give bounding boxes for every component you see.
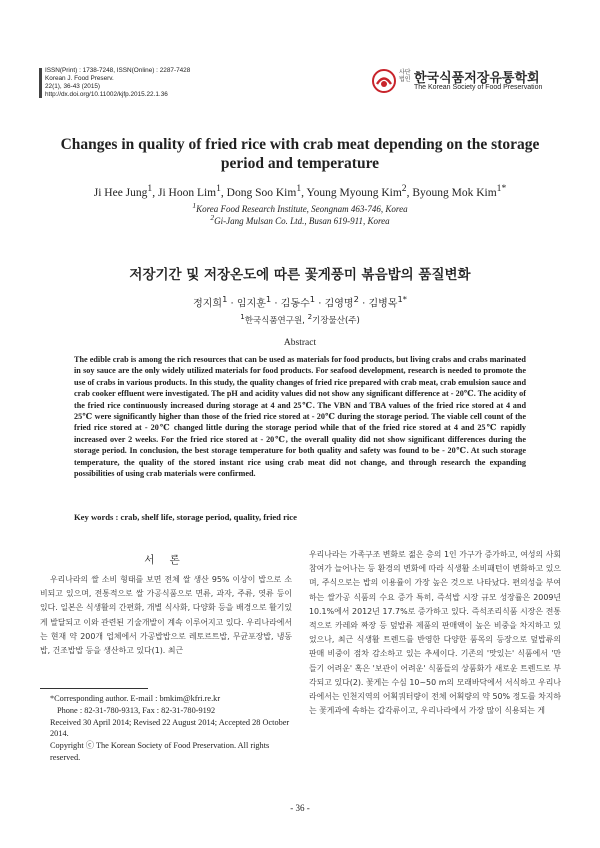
journal-meta xyxy=(45,67,190,99)
keywords-text: crab, shelf life, storage period, quality, fried rice xyxy=(120,512,297,522)
korean-affiliation-sup: 2 xyxy=(307,312,313,321)
abstract-heading: Abstract xyxy=(283,338,317,348)
author-sup: 1 xyxy=(147,183,153,194)
affiliation-sup: 2 xyxy=(210,213,215,222)
body-left-column: 우리나라의 쌀 소비 형태를 보면 전체 쌀 생산 95% 이상이 밥으로 소비되고 있으며, 전통적으로 쌀 가공식품으로 면류, 과자, 주류, 엿류 등이 있다. 일본은 식생활의 간편화, 개별 식사화, 다양화 등을 배경으로 활기있게 발달되고 이와 관련된 기술개발이 계속 이루어지고 있다. 우리나라에서는 현재 약 200개 업체에서 가공밥밥으로 레토르트밥, 무균포장밥, 냉동밥, 건조밥밥 등을 생산하고 있다(1). 최근 xyxy=(40,575,292,656)
author-name: Ji Hee Jung xyxy=(93,186,148,199)
page-number: - 36 - xyxy=(290,803,310,813)
footnotes xyxy=(50,693,298,764)
korean-author-sup: 1* xyxy=(397,294,407,304)
affiliation-text: Korea Food Research Institute, Seongnam 463-746, Korea xyxy=(196,204,408,214)
korean-affiliation-text: 한국식품연구원, xyxy=(244,315,308,326)
korean-author-name: 김병목 xyxy=(368,298,398,310)
korean-author-name: 김영명 xyxy=(324,298,354,310)
section-heading-introduction: 서 론 xyxy=(144,554,186,566)
korean-affiliation-text: 기장물산(주) xyxy=(312,315,360,326)
society-small-text: 사단 법인 xyxy=(399,69,411,83)
korean-affiliation-sup: 1 xyxy=(240,312,245,321)
affiliation-2 xyxy=(40,213,560,226)
author-name: Dong Soo Kim xyxy=(226,186,297,199)
abstract-body: The edible crab is among the rich resources that can be used as materials for food products, but living crabs and crabs marinated in soy sauce are the only widely utilized materials for food products. For seafood development, research is needed to promote the use of crabs in various products. In this study, the quality changes of fried rice prepared with crab meat, crab emulsion sauce and crab cooker effluent were investigated. The pH and acidity values did not show any significant difference at - 20℃. The acidity of the fried rice continuously increased during storage at 4 and 25℃. The VBN and TBA values of the fried rice stored at 4 and 25℃ were significantly higher than those of the fried rice stored at - 20℃ during the storage period. The viable cell count of the fried rice stored at - 20℃ changed little during the storage period while that of the fried rice stored at 4 and 25℃ rapidly increased over 2 weeks. For the fried rice stored at - 20℃, the overall quality did not show significant differences during the storage period. In conclusion, the best storage temperature for both quality and safety was found to be - 20℃. At such storage temperature, the quality of the stored instant rice using crab meat did not change, and through research the expanding possibilities of using crab materials were confirmed. xyxy=(74,355,526,479)
society-logo xyxy=(372,67,562,97)
korean-author-separator: · xyxy=(271,298,281,310)
phone-fax: Phone : 82-31-780-9313, Fax : 82-31-780-9192 xyxy=(57,705,216,715)
korean-author-separator: · xyxy=(358,298,369,310)
author-list: Ji Hee Jung$^1$, Ji Hoon Lim$^1$, Dong Soo Kim$^1$, Young Myoung Kim$^2$, Byoung Mok Kim$^{1*}$ xyxy=(93,183,507,199)
journal-name: Korean J. Food Preserv. xyxy=(45,75,114,82)
corresponding-author: *Corresponding author. E-mail : bmkim@kfri.re.kr xyxy=(50,694,221,703)
keywords-label: Key words : xyxy=(74,512,121,522)
author-sup: 1 xyxy=(296,183,302,194)
author-sup: 1 xyxy=(216,183,221,194)
doi-link[interactable]: http://dx.doi.org/10.11002/kjfp.2015.22.1.36 xyxy=(45,91,168,98)
korean-author-sup: 1 xyxy=(309,294,316,304)
author-name: Byoung Mok Kim xyxy=(412,186,497,199)
society-korean-name: 한국식품저장유통학회 xyxy=(414,71,540,86)
society-logo-icon xyxy=(372,69,396,93)
korean-author-separator: · xyxy=(315,298,325,310)
body-right-column: 우리나라는 가족구조 변화로 젊은 층의 1인 가구가 증가하고, 여성의 사회참여가 늘어나는 등 환경의 변화에 따라 식생활 소비패턴이 변화하고 있으며, 주식으로는 밥의 이용률이 가장 높은 것으로 나타났다. 편의성을 부여하는 쌀가공 식품의 수요 증가 특히, 즉석밥 시장 규모 성장률은 2009년 10.1%에서 2012년 17.7%로 증가하고 있다. 즉석조리식품 시장은 전통적으로 카레와 짜장 등 덮밥류 제품의 판매액이 높은 비중을 차지하고 있었으나, 최근 식생활 트렌드를 반영한 다양한 품목의 등장으로 덮밥류의 판매 비중이 점차 감소하고 있는 추세이다. 기존의 '맛있는' 식품에서 '만들기 어려운' 혹은 '보관이 어려운' 식품들의 상품화가 새로운 트렌드로 부각되고 있다(2). 꽃게는 수심 10~50 m의 모래바닥에서 서식하고 우리나라에서는 인천지역의 어획쿼터량이 전체 어획량의 약 50% 정도를 차지하는 꽃게과에 속하는 갑각류이고, 우리나라에서 가장 많이 식용되는 게 xyxy=(309,550,561,716)
korean-author-sup: 2 xyxy=(353,294,359,304)
society-english-name: The Korean Society of Food Preservation xyxy=(414,84,543,91)
author-sup: 1* xyxy=(496,183,507,194)
korean-author-list xyxy=(40,294,560,309)
korean-author-name: 정지희 xyxy=(193,298,223,310)
volume-line: 22(1), 36-43 (2015) xyxy=(45,83,101,90)
issn-line: ISSN(Print) : 1738-7248, ISSN(Online) : 2287-7428 xyxy=(45,67,191,74)
affiliation-sup: 1 xyxy=(192,201,197,210)
keywords xyxy=(74,512,526,522)
meta-bar xyxy=(39,68,42,98)
paper-title: Changes in quality of fried rice with crab meat depending on the storage period and temperature xyxy=(60,136,540,172)
author-name: Young Myoung Kim xyxy=(306,186,402,199)
author-sup: 2 xyxy=(401,183,407,194)
author-name: Ji Hoon Lim xyxy=(157,186,217,199)
korean-author-sup: 1 xyxy=(265,294,272,304)
received-dates: Received 30 April 2014; Revised 22 August 2014; Accepted 28 October 2014. xyxy=(50,717,290,739)
korean-author-name: 임지훈 xyxy=(236,298,266,310)
affiliation-text: Gi-Jang Mulsan Co. Ltd., Busan 619-911, Korea xyxy=(214,216,390,226)
korean-affiliations xyxy=(40,312,560,326)
korean-author-name: 김동수 xyxy=(280,298,310,310)
korean-title: 저장기간 및 저장온도에 따른 꽃게풍미 볶음밥의 품질변화 xyxy=(129,267,471,283)
korean-author-separator: · xyxy=(227,298,237,310)
korean-author-sup: 1 xyxy=(222,294,228,304)
footnote-divider xyxy=(40,688,148,689)
copyright-notice: Copyright ⓒ The Korean Society of Food Preservation. All rights reserved. xyxy=(50,741,270,762)
